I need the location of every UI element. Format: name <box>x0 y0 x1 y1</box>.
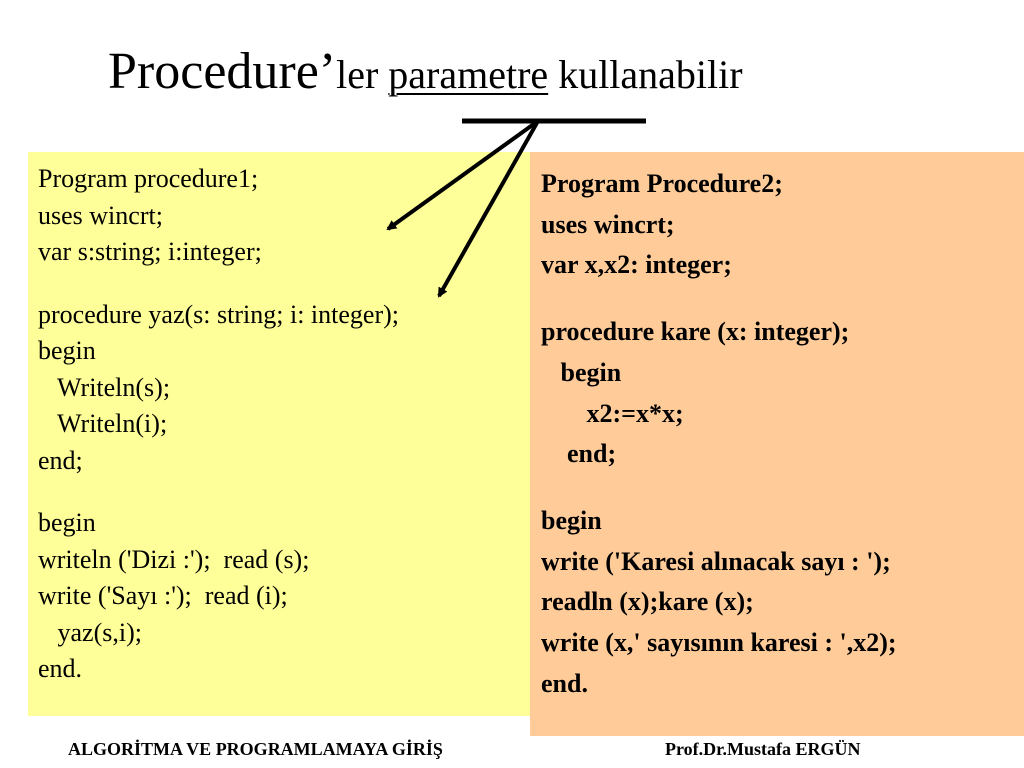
code-line: end; <box>38 445 83 475</box>
footer-author: Prof.Dr.Mustafa ERGÜN <box>665 739 861 759</box>
code-line: end; <box>541 439 617 469</box>
code-line: write (x,' sayısının karesi : ',x2); <box>541 628 897 658</box>
code-line: uses wincrt; <box>541 209 675 239</box>
code-line: Program procedure1; <box>38 164 259 193</box>
footer-course-title: ALGORİTMA VE PROGRAMLAMAYA GİRİŞ <box>68 739 443 759</box>
code-line <box>541 286 1013 312</box>
procedure1-code <box>38 161 522 688</box>
slide-title <box>108 43 743 100</box>
code-line: writeln ('Dizi :'); read (s); <box>38 544 310 574</box>
code-line: Writeln(s); <box>38 372 171 402</box>
title-main: Procedure’ <box>108 43 337 100</box>
code-line <box>541 475 1013 501</box>
procedure2-code-box <box>530 152 1024 736</box>
code-line: procedure kare (x: integer); <box>541 317 850 347</box>
code-line: x2:=x*x; <box>541 398 684 428</box>
code-line <box>38 271 522 297</box>
code-line: var x,x2: integer; <box>541 250 732 280</box>
code-line: end. <box>38 654 83 683</box>
code-line: uses wincrt; <box>38 200 163 230</box>
title-rest: kullanabilir <box>558 52 743 97</box>
code-line <box>38 479 522 505</box>
code-line: Program Procedure2; <box>541 169 783 198</box>
code-line: write ('Karesi alınacak sayı : '); <box>541 546 891 576</box>
procedure1-code-box <box>28 152 532 716</box>
code-line: begin <box>38 508 96 537</box>
title-parameter-word: parametre <box>388 52 549 97</box>
title-suffix: ler <box>336 52 379 97</box>
code-line: write ('Sayı :'); read (i); <box>38 581 288 610</box>
code-line: yaz(s,i); <box>38 617 142 647</box>
code-line: var s:string; i:integer; <box>38 237 262 266</box>
procedure2-code <box>541 164 1013 704</box>
code-line: end. <box>541 668 588 698</box>
code-line: readln (x);kare (x); <box>541 587 754 617</box>
code-line: procedure yaz(s: string; i: integer); <box>38 299 399 329</box>
code-line: begin <box>541 505 602 535</box>
code-line: Writeln(i); <box>38 409 168 438</box>
code-line: begin <box>541 357 622 387</box>
code-line: begin <box>38 336 96 365</box>
